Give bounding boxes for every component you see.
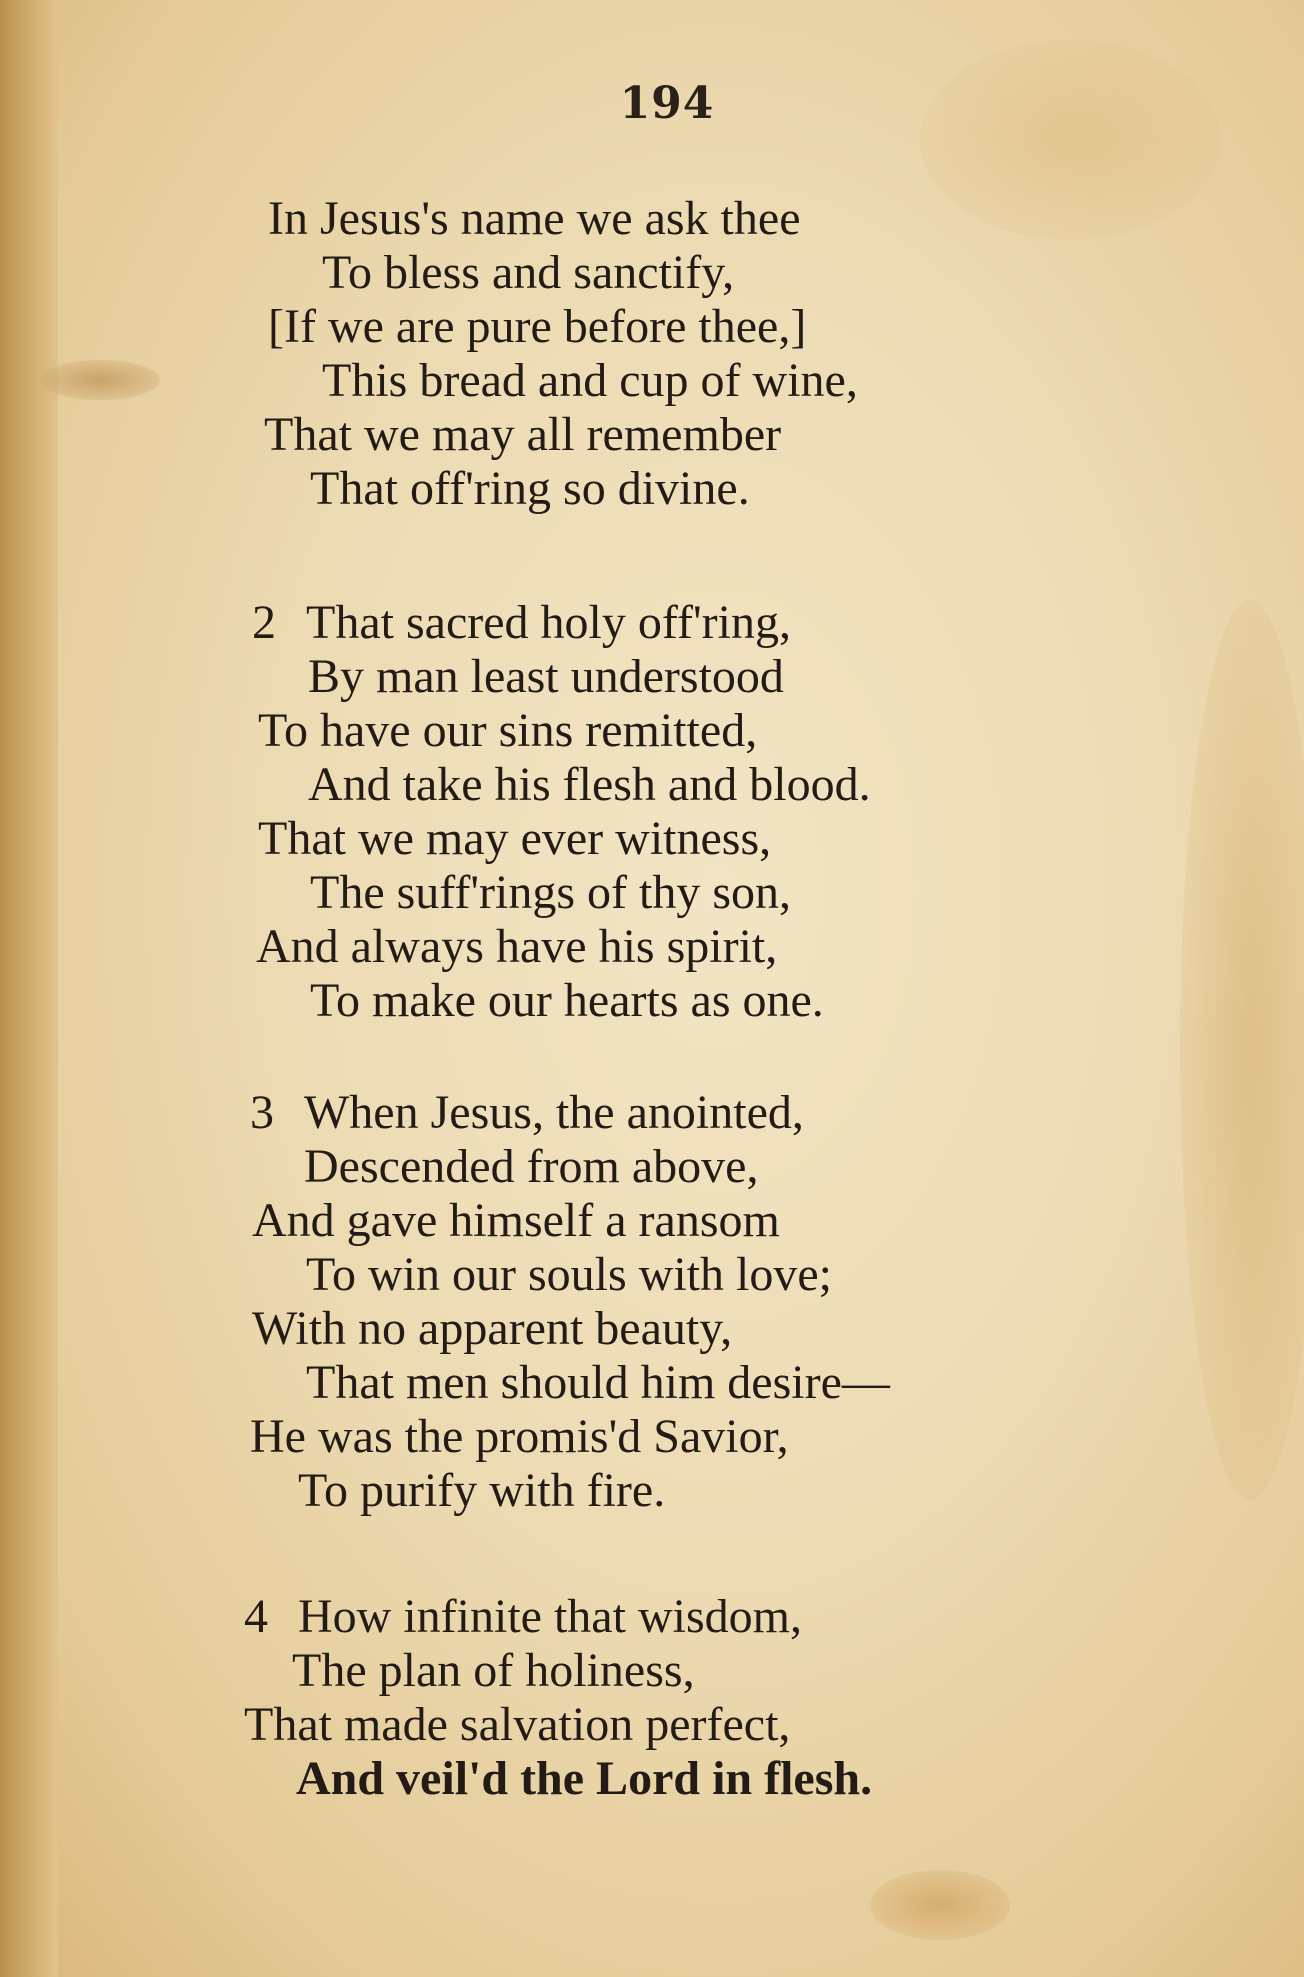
stanza-2-line-1: That sacred holy off'ring, — [306, 596, 791, 649]
paper-stain — [40, 360, 160, 400]
stanza-4-line-1: How infinite that wisdom, — [298, 1590, 802, 1643]
stanza-2-line-5: That we may ever witness, — [258, 812, 772, 865]
stanza-4-line-4: And veil'd the Lord in flesh. — [296, 1752, 873, 1805]
stanza-3-line-3: And gave himself a ransom — [252, 1194, 780, 1247]
stanza-2-line-7: And always have his spirit, — [256, 920, 778, 973]
paper-stain — [920, 40, 1220, 240]
stanza-3-line-1: When Jesus, the anointed, — [304, 1086, 804, 1139]
page-number: 194 — [619, 78, 715, 129]
stanza-2-line-4: And take his flesh and blood. — [308, 758, 871, 811]
stanza-3-line-5: With no apparent beauty, — [252, 1302, 733, 1355]
page-spine-edge — [0, 0, 58, 1977]
stanza-1-line-6: That off'ring so divine. — [310, 462, 750, 515]
stanza-2-line-6: The suff'rings of thy son, — [310, 866, 792, 919]
stanza-1-line-4: This bread and cup of wine, — [322, 354, 858, 407]
stanza-4-line-2: The plan of holiness, — [292, 1644, 695, 1697]
stanza-3-number: 3 — [250, 1086, 274, 1139]
paper-stain — [1180, 600, 1304, 1500]
stanza-4-line-3: That made salvation perfect, — [244, 1698, 791, 1751]
stanza-2-line-8: To make our hearts as one. — [310, 974, 824, 1027]
stanza-1-line-1: In Jesus's name we ask thee — [268, 192, 801, 245]
stanza-3-line-4: To win our souls with love; — [306, 1248, 832, 1301]
stanza-2-line-3: To have our sins remitted, — [258, 704, 758, 757]
stanza-4-number: 4 — [244, 1590, 268, 1643]
stanza-3-line-6: That men should him desire— — [306, 1356, 890, 1409]
stanza-3-line-8: To purify with fire. — [298, 1464, 666, 1517]
stanza-3-line-7: He was the promis'd Savior, — [250, 1410, 789, 1463]
stanza-2-number: 2 — [252, 596, 276, 649]
stanza-2-line-2: By man least understood — [308, 650, 784, 703]
stanza-1-line-3: [If we are pure before thee,] — [268, 300, 807, 353]
paper-stain — [870, 1870, 1010, 1940]
stanza-1-line-2: To bless and sanctify, — [322, 246, 735, 299]
stanza-1-line-5: That we may all remember — [264, 408, 782, 461]
stanza-3-line-2: Descended from above, — [304, 1140, 759, 1193]
